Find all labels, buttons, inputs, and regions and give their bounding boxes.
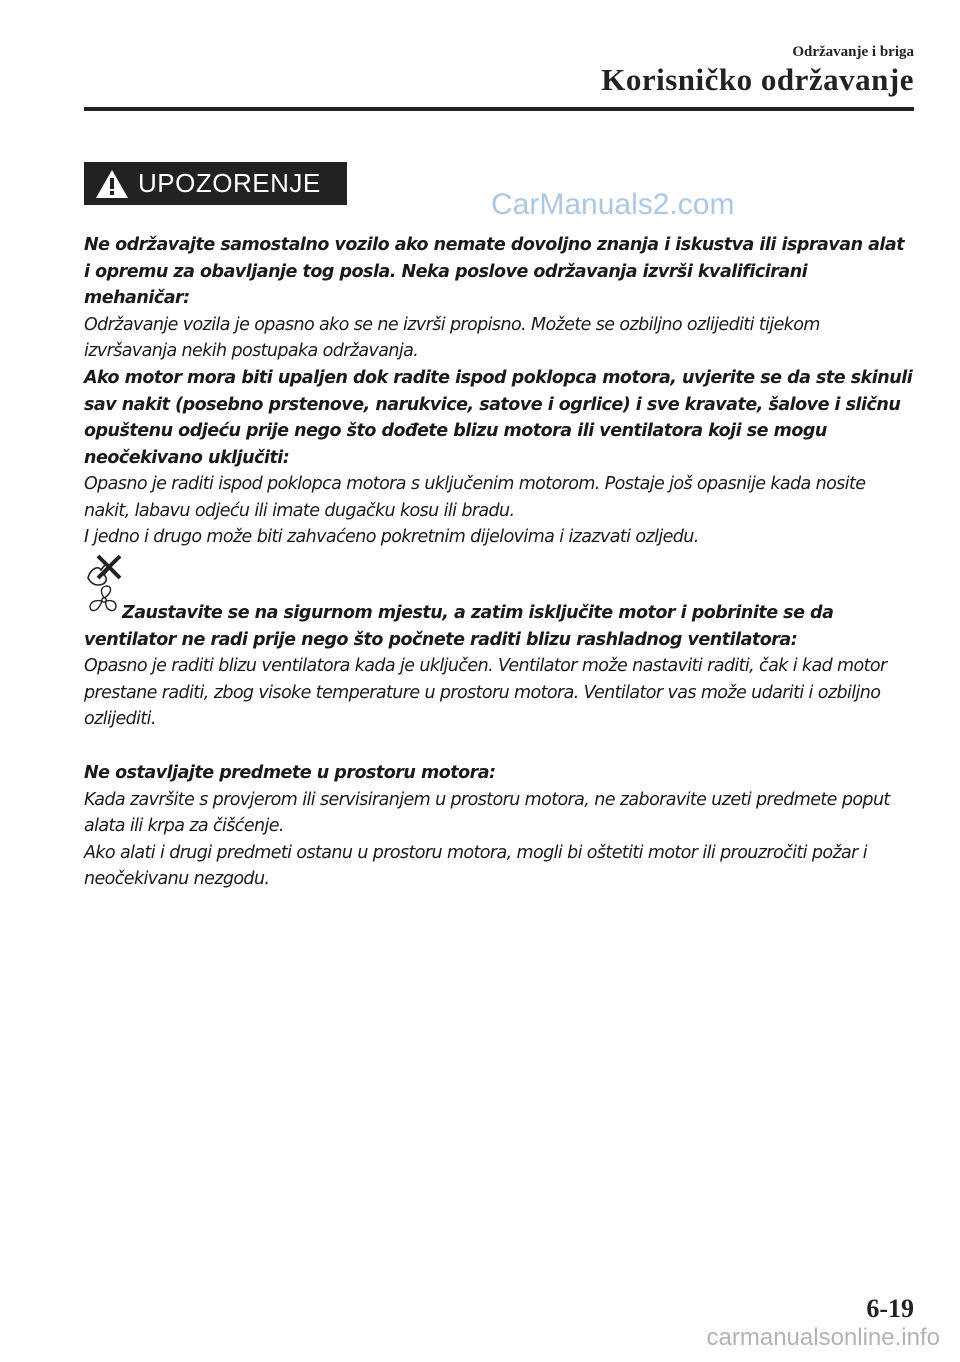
watermark-top: CarManuals2.com (491, 188, 735, 221)
watermark-bottom: carmanualsonline.info (706, 1324, 940, 1351)
page-title: Korisničko održavanje (601, 62, 914, 97)
paragraph-2-text2: I jedno i drugo može biti zahvaćeno pokretnim dijelovima i izazvati ozljedu. (84, 527, 699, 547)
paragraph-4 (84, 760, 914, 893)
paragraph-4-bold: Ne ostavljajte predmete u prostoru motora: (84, 763, 496, 783)
section-title: Održavanje i briga (792, 44, 914, 60)
warning-triangle-icon (94, 168, 130, 200)
page-number: 6-19 (866, 1294, 914, 1323)
warning-badge (84, 162, 347, 205)
paragraph-2-bold: Ako motor mora biti upaljen dok radite ispod poklopca motora, uvjerite se da ste skinuli sav nakit (posebno prstenove, narukvice, satove i ogrlice) i sve kravate, šalove i sličnu opuštenu odjeću prije nego što dođete blizu motora ili ventilatora koji se mogu neočekivano uključiti: (84, 368, 913, 468)
header-divider (84, 107, 914, 111)
paragraph-4-text2: Ako alati i drugi predmeti ostanu u prostoru motora, mogli bi oštetiti motor ili prouzročiti požar i neočekivanu nezgodu. (84, 842, 868, 889)
warning-label: UPOZORENJE (138, 168, 321, 198)
paragraph-1-bold: Ne održavajte samostalno vozilo ako nemate dovoljno znanja i iskustva ili ispravan alat i opremu za obavljanje tog posla. Neka poslove održavanja izvrši kvalificirani mehaničar: (84, 235, 905, 308)
paragraph-1 (84, 232, 914, 365)
paragraph-2-text: Opasno je raditi ispod poklopca motora s uključenim motorom. Postaje još opasnije kada nosite nakit, labavu odjeću ili imate dugačku kosu ili bradu. (84, 474, 866, 521)
paragraph-2 (84, 365, 914, 551)
paragraph-4-text: Kada završite s provjerom ili servisiranjem u prostoru motora, ne zaboravite uzeti predmete poput alata ili krpa za čišćenje. (84, 789, 890, 836)
paragraph-3-bold: Zaustavite se na sigurnom mjestu, a zatim isključite motor i pobrinite se da ventilator ne radi prije nego što počnete raditi blizu rashladnog ventilatora: (84, 603, 834, 650)
paragraph-3 (84, 600, 914, 733)
paragraph-1-text: Održavanje vozila je opasno ako se ne izvrši propisno. Možete se ozbiljno ozlijediti tijekom izvršavanja nekih postupaka održavanja. (84, 314, 820, 361)
paragraph-3-text: Opasno je raditi blizu ventilatora kada je uključen. Ventilator može nastaviti raditi, čak i kad motor prestane raditi, zbog visoke temperature u prostoru motora. Ventilator vas može udariti i ozbiljno ozlijediti. (84, 656, 887, 729)
